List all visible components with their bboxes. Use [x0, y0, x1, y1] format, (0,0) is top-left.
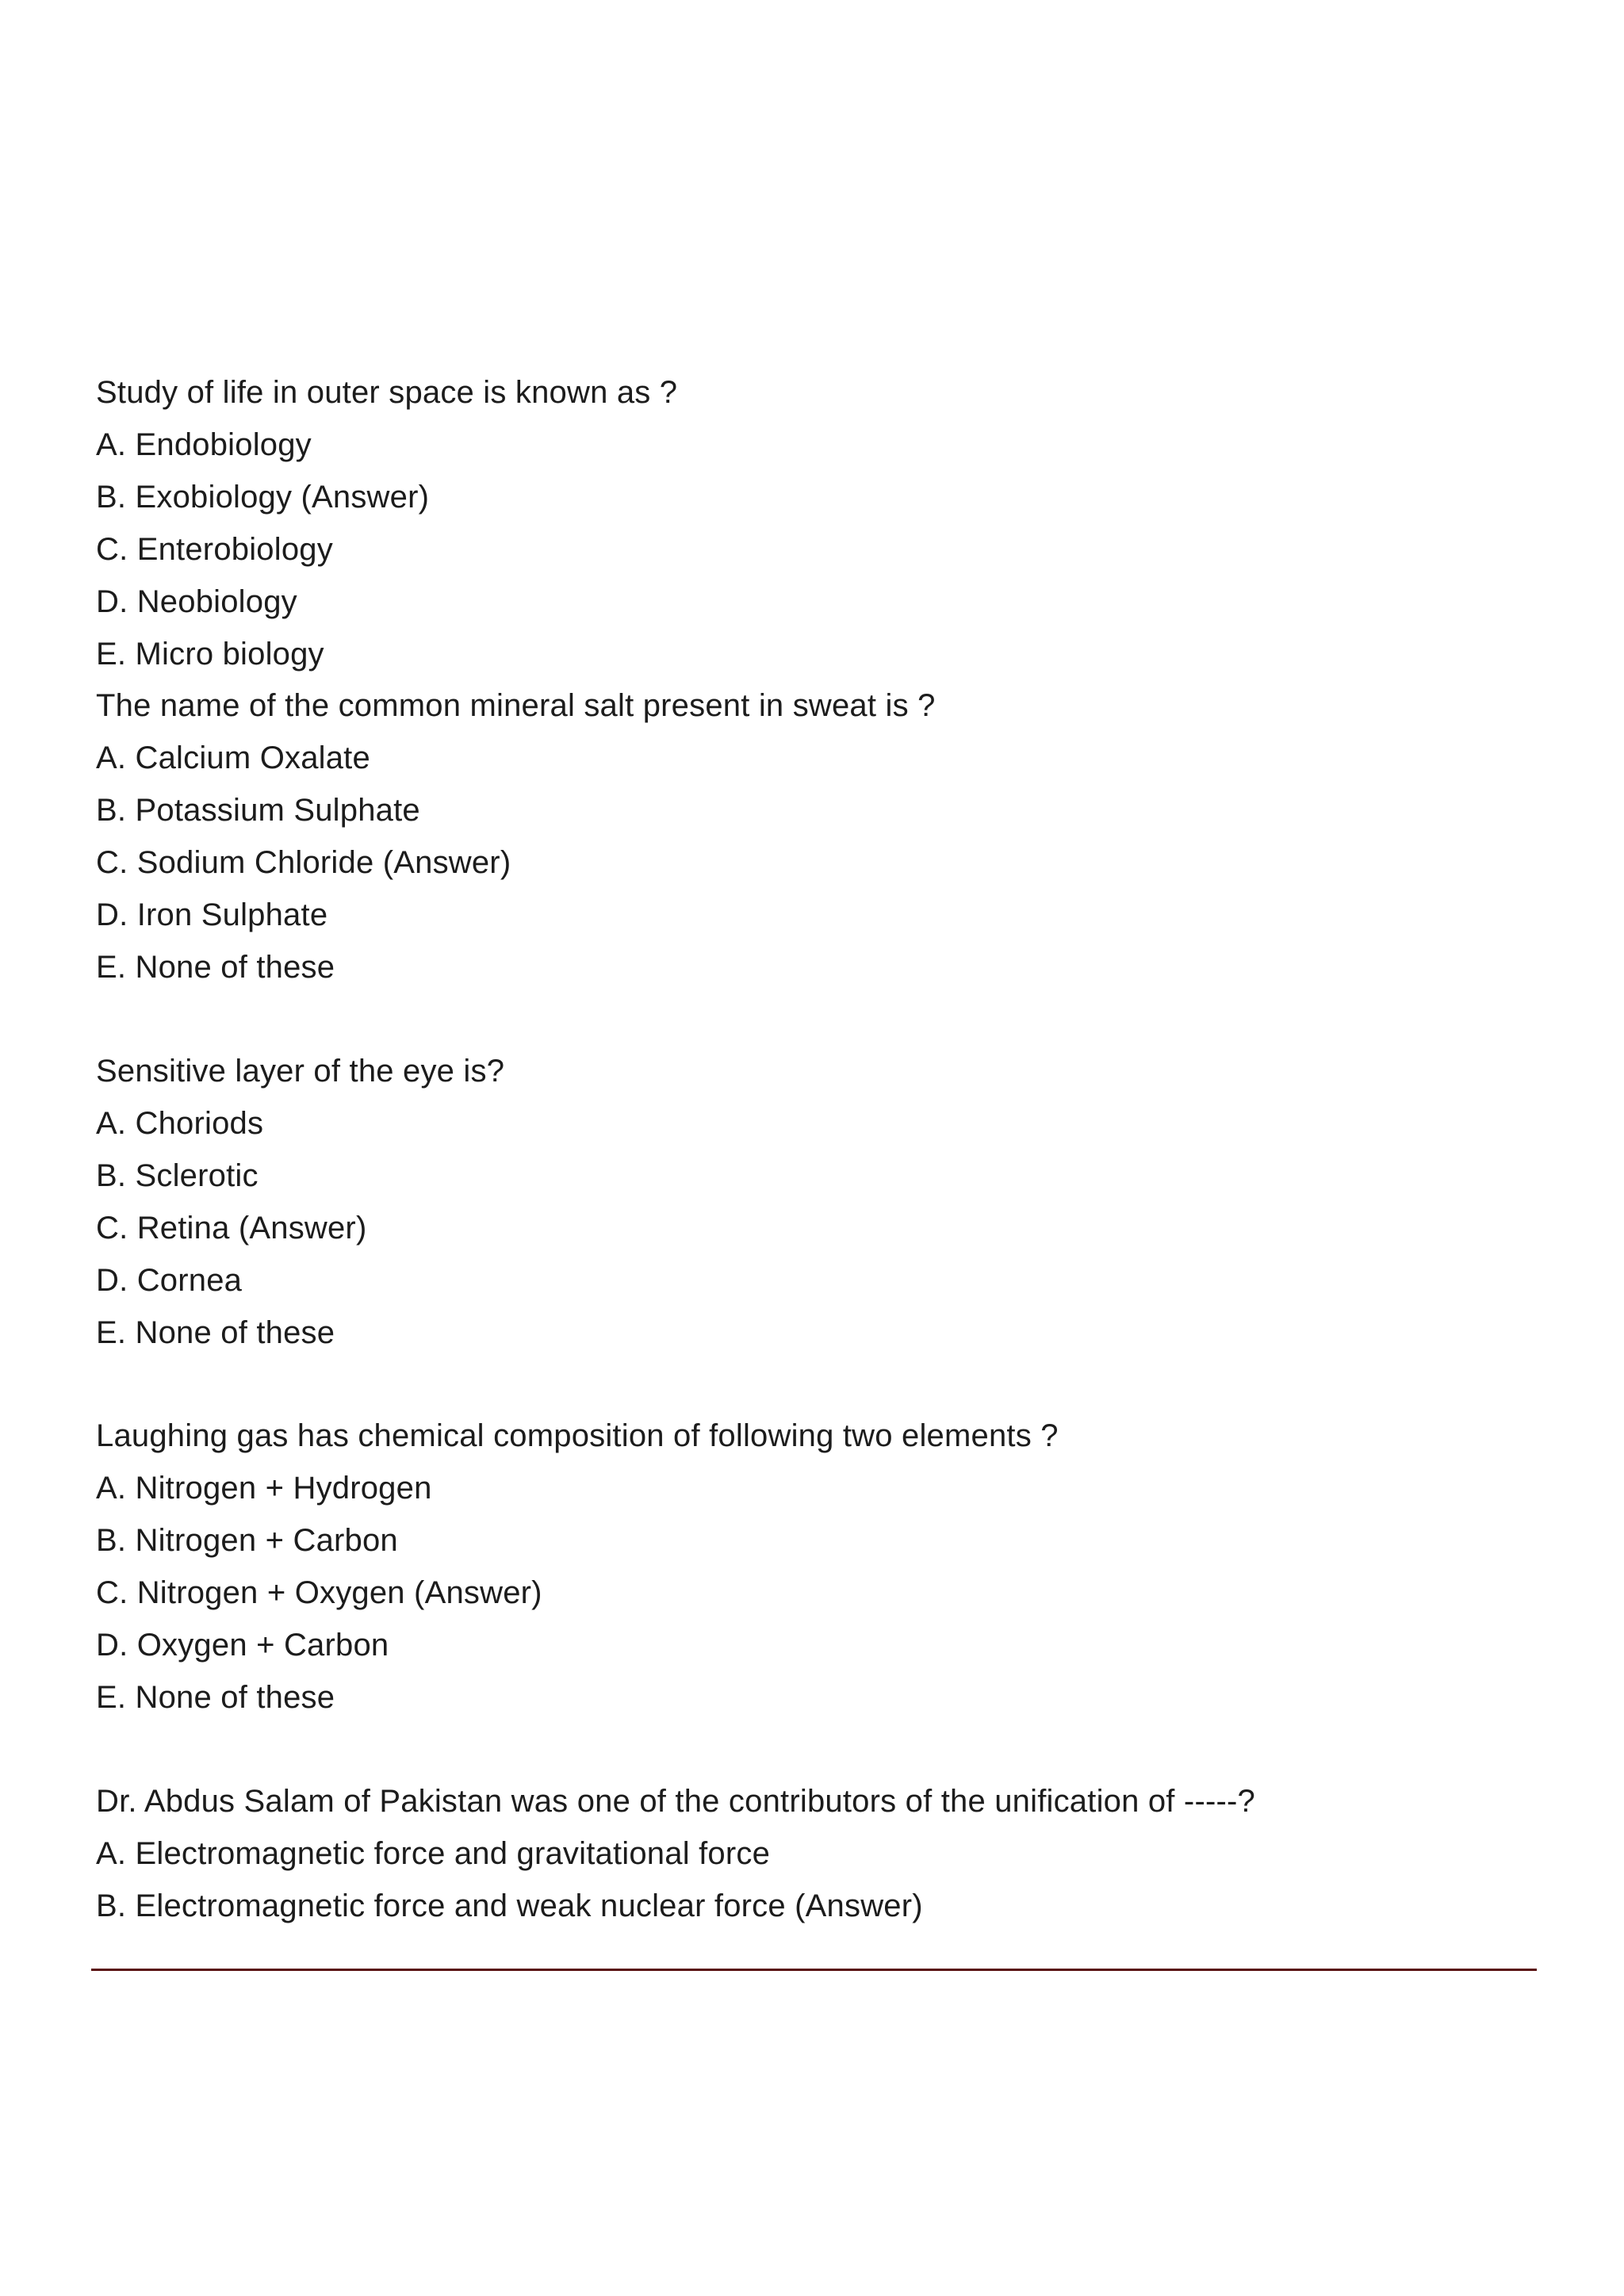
option-c: C. Nitrogen + Oxygen (Answer): [96, 1575, 542, 1610]
option-b: B. Exobiology (Answer): [96, 480, 430, 515]
option-b: B. Potassium Sulphate: [96, 793, 420, 828]
question-block-1: [96, 366, 1563, 680]
question-block-4: [96, 1410, 1563, 1724]
option-a: A. Endobiology: [96, 427, 312, 462]
option-b: B. Nitrogen + Carbon: [96, 1523, 398, 1558]
option-e: E. None of these: [96, 1680, 335, 1715]
option-e: E. None of these: [96, 1315, 335, 1350]
option-b: B. Electromagnetic force and weak nuclear force (Answer): [96, 1888, 923, 1923]
option-d: D. Oxygen + Carbon: [96, 1628, 389, 1663]
question-text: Study of life in outer space is known as ?: [96, 375, 678, 410]
question-text: Sensitive layer of the eye is?: [96, 1054, 505, 1089]
option-d: D. Iron Sulphate: [96, 897, 328, 932]
question-text: Dr. Abdus Salam of Pakistan was one of the contributors of the unification of -----?: [96, 1784, 1255, 1819]
option-e: E. Micro biology: [96, 637, 324, 672]
option-a: A. Choriods: [96, 1106, 264, 1141]
option-c: C. Enterobiology: [96, 532, 333, 567]
option-c: C. Sodium Chloride (Answer): [96, 845, 511, 880]
option-d: D. Neobiology: [96, 584, 297, 619]
question-text: Laughing gas has chemical composition of following two elements ?: [96, 1418, 1059, 1453]
question-text: The name of the common mineral salt present in sweat is ?: [96, 688, 936, 723]
option-d: D. Cornea: [96, 1263, 243, 1298]
question-block-5: [96, 1775, 1563, 1932]
question-block-2: [96, 679, 1563, 993]
option-b: B. Sclerotic: [96, 1158, 259, 1193]
option-a: A. Calcium Oxalate: [96, 740, 370, 775]
question-block-3: [96, 1045, 1563, 1359]
option-c: C. Retina (Answer): [96, 1211, 367, 1246]
footer-rule: [91, 1969, 1537, 1971]
option-e: E. None of these: [96, 950, 335, 985]
option-a: A. Nitrogen + Hydrogen: [96, 1471, 432, 1506]
option-a: A. Electromagnetic force and gravitational force: [96, 1836, 771, 1871]
